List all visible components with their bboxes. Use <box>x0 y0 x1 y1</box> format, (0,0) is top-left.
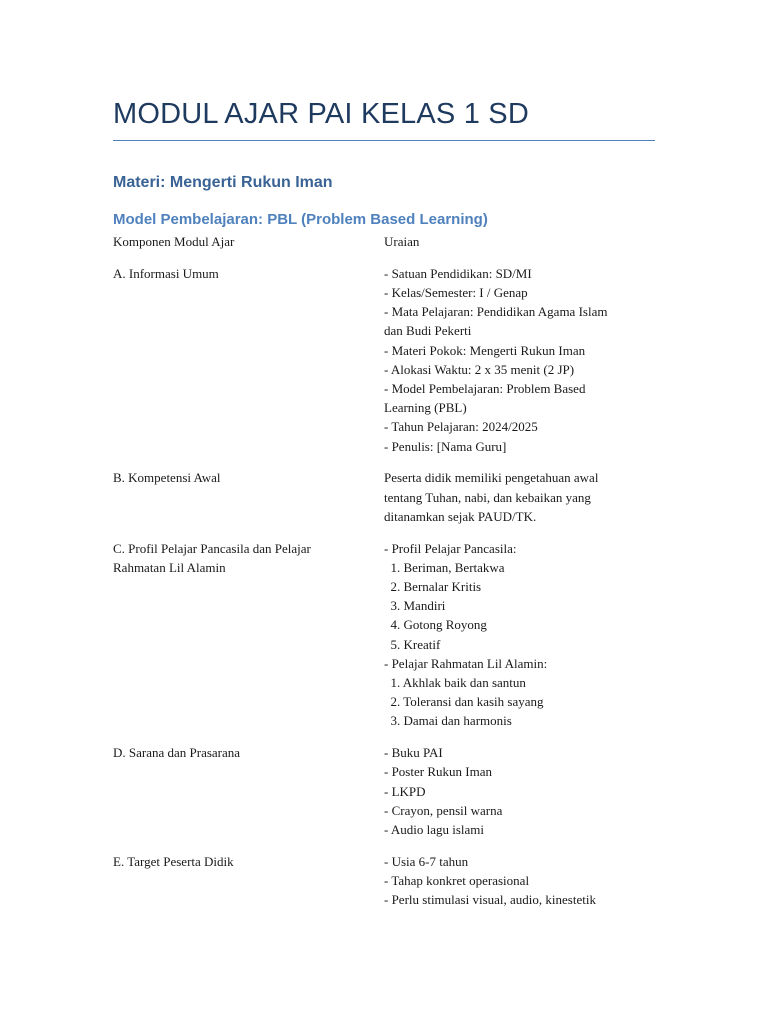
uraian-cell <box>384 264 673 456</box>
uraian-line: - Penulis: [Nama Guru] <box>384 438 507 454</box>
uraian-line: - Tahun Pelajaran: 2024/2025 <box>384 419 538 435</box>
table-header-row <box>113 232 673 251</box>
table-row <box>113 264 673 456</box>
uraian-line: - Materi Pokok: Mengerti Rukun Iman <box>384 342 586 358</box>
component-line: C. Profil Pelajar Pancasila dan Pelajar <box>113 540 311 556</box>
row-spacer <box>113 839 673 852</box>
uraian-line: - Pelajar Rahmatan Lil Alamin: <box>384 655 548 671</box>
uraian-line: 4. Gotong Royong <box>384 617 487 633</box>
uraian-line: - Mata Pelajaran: Pendidikan Agama Islam <box>384 304 608 320</box>
component-label: D. Sarana dan Prasarana <box>113 745 241 761</box>
uraian-line: - Crayon, pensil warna <box>384 802 503 818</box>
uraian-line: - Kelas/Semester: I / Genap <box>384 285 528 300</box>
uraian-line: 3. Mandiri <box>384 598 446 614</box>
component-cell <box>113 539 384 731</box>
header-uraian: Uraian <box>384 234 420 249</box>
uraian-line: - Satuan Pendidikan: SD/MI <box>384 265 532 281</box>
uraian-line: 1. Beriman, Bertakwa <box>384 559 505 575</box>
uraian-line: - Tahap konkret operasional <box>384 873 530 889</box>
table-row <box>113 852 673 910</box>
uraian-line: Peserta didik memiliki pengetahuan awal <box>384 470 599 486</box>
table-row <box>113 468 673 526</box>
uraian-line: 2. Toleransi dan kasih sayang <box>384 694 544 710</box>
uraian-line: 3. Damai dan harmonis <box>384 713 512 729</box>
component-label: B. Kompetensi Awal <box>113 470 221 486</box>
uraian-line: - Usia 6-7 tahun <box>384 853 469 869</box>
uraian-line: - Profil Pelajar Pancasila: <box>384 540 517 556</box>
component-cell <box>113 468 384 526</box>
uraian-line: ditanamkan sejak PAUD/TK. <box>384 508 537 524</box>
uraian-line: 1. Akhlak baik dan santun <box>384 675 526 691</box>
uraian-line: 5. Kreatif <box>384 636 441 652</box>
uraian-line: - Audio lagu islami <box>384 822 485 838</box>
table-row <box>113 743 673 839</box>
uraian-cell <box>384 539 673 731</box>
module-table <box>113 232 673 909</box>
uraian-line: - Alokasi Waktu: 2 x 35 menit (2 JP) <box>384 361 575 377</box>
uraian-line: tentang Tuhan, nabi, dan kebaikan yang <box>384 489 591 505</box>
component-line: Rahmatan Lil Alamin <box>113 559 226 575</box>
uraian-line: - Poster Rukun Iman <box>384 764 492 780</box>
component-label: A. Informasi Umum <box>113 265 219 281</box>
uraian-cell <box>384 852 673 910</box>
component-cell <box>113 264 384 456</box>
component-cell <box>113 852 384 910</box>
row-spacer <box>113 526 673 539</box>
uraian-line: - Buku PAI <box>384 745 443 761</box>
row-spacer <box>113 251 673 264</box>
row-spacer <box>113 731 673 744</box>
row-spacer <box>113 456 673 469</box>
uraian-line: - LKPD <box>384 783 426 799</box>
uraian-cell <box>384 743 673 839</box>
uraian-line: dan Budi Pekerti <box>384 323 472 339</box>
table-row <box>113 539 673 731</box>
uraian-line: - Model Pembelajaran: Problem Based <box>384 381 586 397</box>
materi-heading: Materi: Mengerti Rukun Iman <box>113 174 333 191</box>
component-cell <box>113 743 384 839</box>
uraian-line: Learning (PBL) <box>384 400 467 416</box>
component-label: E. Target Peserta Didik <box>113 853 234 869</box>
uraian-line: 2. Bernalar Kritis <box>384 579 482 595</box>
uraian-cell <box>384 468 673 526</box>
model-heading: Model Pembelajaran: PBL (Problem Based Learning) <box>113 211 488 228</box>
document-title: MODUL AJAR PAI KELAS 1 SD <box>113 96 655 141</box>
header-component: Komponen Modul Ajar <box>113 234 235 249</box>
uraian-line: - Perlu stimulasi visual, audio, kinestetik <box>384 892 596 908</box>
